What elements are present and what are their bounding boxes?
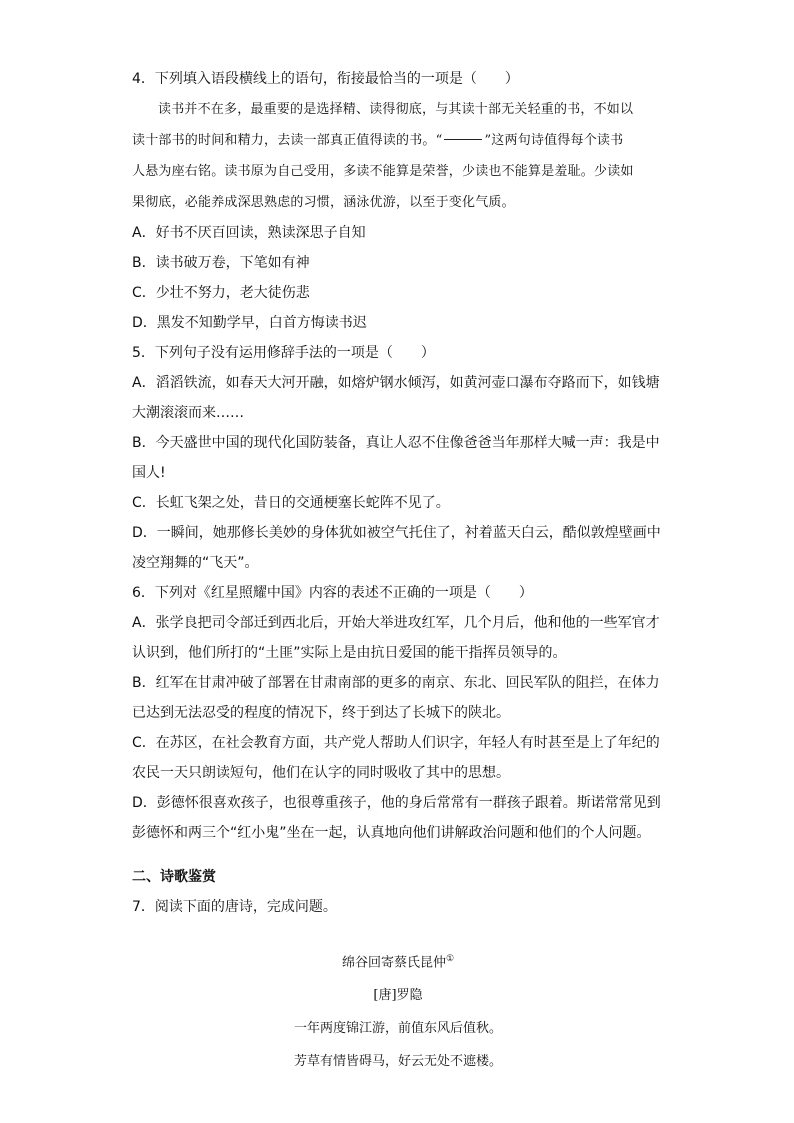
question-4-option-b: B．读书破万卷，下笔如有神: [132, 255, 310, 271]
question-6-option-c-line-2: 农民一天只朗读短句，他们在认字的同时吸收了其中的思想。: [132, 765, 510, 781]
question-5-option-a-line-1: A．滔滔铁流，如春天大河开融，如熔炉钢水倾泻，如黄河壶口瀑布夺路而下，如钱塘: [132, 375, 660, 391]
passage-line-2: [132, 125, 664, 156]
question-6-option-d-line-2: 彭德怀和两三个“红小鬼”坐在一起，认真地向他们讲解政治问题和他们的个人问题。: [132, 825, 651, 841]
poem-author: [唐]罗隐: [373, 988, 423, 1004]
question-5-option-d-line-1: D．一瞬间，她那修长美妙的身体犹如被空气托住了，衬着蓝天白云，酷似敦煌壁画中: [132, 525, 661, 541]
question-4-passage: [132, 94, 664, 218]
passage-line-2-part-2: ”这两句诗值得每个读书: [484, 133, 624, 148]
question-5-stem: 5．下列句子没有运用修辞手法的一项是（ ）: [132, 345, 435, 361]
answer-blank: [444, 139, 482, 140]
passage-line-4: 果彻底，必能养成深思熟虑的习惯，涵泳优游，以至于变化气质。: [132, 195, 515, 210]
question-4-stem: 4．下列填入语段横线上的语句，衔接最恰当的一项是（ ）: [132, 71, 519, 87]
question-4-option-a: A．好书不厌百回读，熟读深思子自知: [132, 225, 366, 241]
poem-line-2: 芳草有情皆碍马，好云无处不遮楼。: [293, 1054, 502, 1070]
passage-line-2-part-1: 读十部书的时间和精力，去读一部真正值得读的书。“: [132, 133, 443, 148]
poem-line-1: 一年两度锦江游，前值东风后值秋。: [293, 1021, 502, 1037]
poem-title-line: [132, 943, 664, 979]
question-5-option-b-line-1: B．今天盛世中国的现代化国防装备，真让人忍不住像爸爸当年那样大喊一声：我是中: [132, 435, 660, 451]
poem-footnote-mark: ①: [445, 954, 455, 964]
question-4-option-c: C．少壮不努力，老大徒伤悲: [132, 285, 310, 301]
question-4-option-d: D．黑发不知勤学早，白首方悔读书迟: [132, 315, 367, 331]
question-5-option-c: C．长虹飞架之处，昔日的交通梗塞长蛇阵不见了。: [132, 495, 450, 511]
section-2-title: 二、诗歌鉴赏: [132, 869, 216, 885]
poem-block: [132, 943, 664, 1078]
question-6-option-b-line-2: 已达到无法忍受的程度的情况下，终于到达了长城下的陕北。: [132, 705, 510, 721]
question-6-option-a-line-2: 认识到，他们所打的“土匪”实际上是由抗日爱国的能干指挥员领导的。: [132, 645, 567, 661]
question-5-option-d-line-2: 凌空翔舞的“飞天”。: [132, 555, 259, 571]
question-6-option-a-line-1: A．张学良把司令部迁到西北后，开始大举进攻红军，几个月后，他和他的一些军官才: [132, 615, 660, 631]
question-7-stem: 7．阅读下面的唐诗，完成问题。: [132, 899, 337, 915]
poem-title: 绵谷回寄蔡氏昆仲: [341, 955, 446, 971]
question-6-option-d-line-1: D．彭德怀很喜欢孩子，也很尊重孩子，他的身后常常有一群孩子跟着。斯诺常常见到: [132, 795, 661, 811]
question-content: [132, 64, 664, 922]
question-5-option-b-line-2: 国人!: [132, 465, 166, 481]
question-5-option-a-line-2: 大潮滚滚而来……: [132, 405, 244, 421]
question-6-stem: 6．下列对《红星照耀中国》内容的表述不正确的一项是（ ）: [132, 585, 533, 601]
passage-line-1: 读书并不在多，最重要的是选择精、读得彻底，与其读十部无关轻重的书，不如以: [158, 102, 634, 117]
question-6-option-c-line-1: C．在苏区，在社会教育方面，共产党人帮助人们识字，年轻人有时甚至是上了年纪的: [132, 735, 660, 751]
passage-line-3: 人悬为座右铭。读书原为自己受用，多读不能算是荣誉，少读也不能算是羞耻。少读如: [132, 164, 634, 179]
question-6-option-b-line-1: B．红军在甘肃冲破了部署在甘肃南部的更多的南京、东北、回民军队的阻拦，在体力: [132, 675, 660, 691]
